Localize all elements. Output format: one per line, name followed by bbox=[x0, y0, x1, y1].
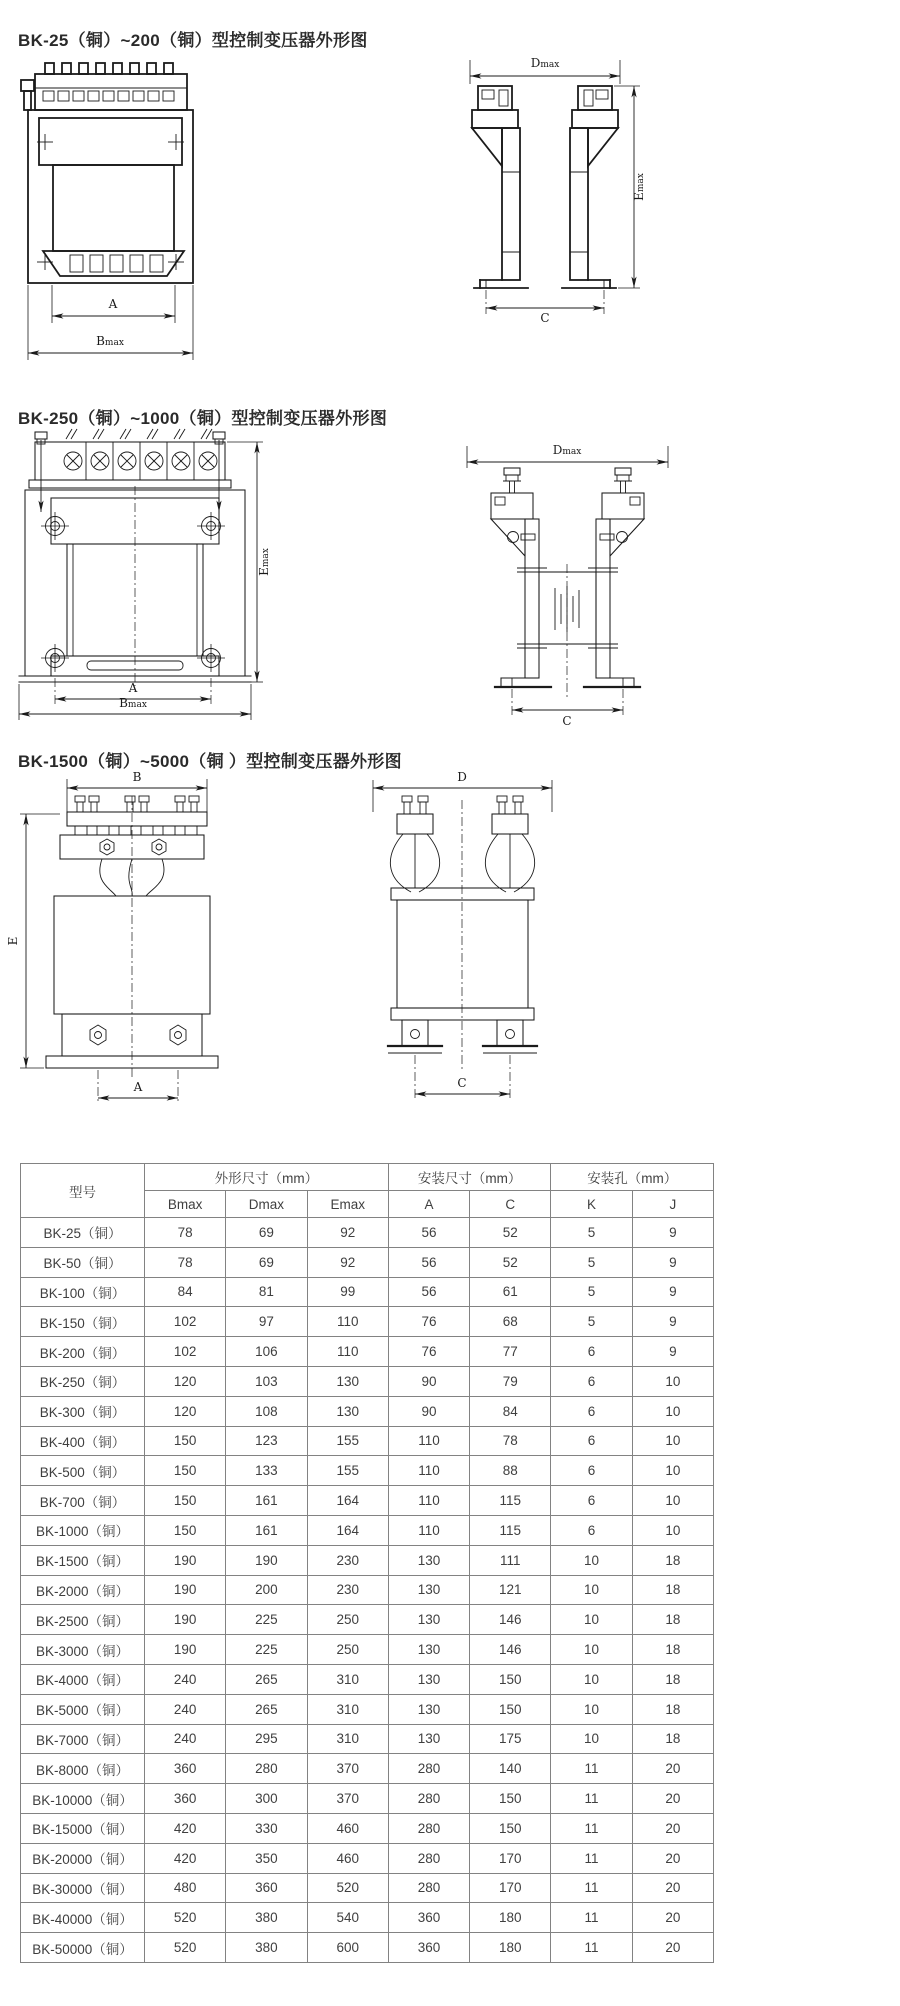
table-row bbox=[21, 1694, 714, 1724]
value-cell: 250 bbox=[307, 1635, 388, 1665]
transformer-body bbox=[19, 440, 251, 686]
section-title-1: BK-25（铜）~200（铜）型控制变压器外形图 bbox=[18, 31, 368, 50]
value-cell: 76 bbox=[388, 1307, 469, 1337]
value-cell: 10 bbox=[551, 1545, 632, 1575]
value-cell: 146 bbox=[470, 1605, 551, 1635]
dim-label-e: E bbox=[6, 936, 20, 946]
table-row bbox=[21, 1366, 714, 1396]
model-cell: BK-50000（铜） bbox=[21, 1933, 145, 1963]
value-cell: 20 bbox=[632, 1843, 713, 1873]
value-cell: 150 bbox=[145, 1456, 226, 1486]
value-cell: 130 bbox=[388, 1605, 469, 1635]
value-cell: 295 bbox=[226, 1724, 307, 1754]
value-cell: 200 bbox=[226, 1575, 307, 1605]
value-cell: 225 bbox=[226, 1635, 307, 1665]
value-cell: 20 bbox=[632, 1873, 713, 1903]
value-cell: 108 bbox=[226, 1396, 307, 1426]
value-cell: 110 bbox=[388, 1486, 469, 1516]
value-cell: 9 bbox=[632, 1337, 713, 1367]
value-cell: 310 bbox=[307, 1724, 388, 1754]
table-row bbox=[21, 1664, 714, 1694]
value-cell: 10 bbox=[632, 1486, 713, 1516]
section-title-2: BK-250（铜）~1000（铜）型控制变压器外形图 bbox=[18, 409, 388, 428]
value-cell: 150 bbox=[145, 1486, 226, 1516]
model-cell: BK-5000（铜） bbox=[21, 1694, 145, 1724]
value-cell: 115 bbox=[470, 1515, 551, 1545]
value-cell: 130 bbox=[388, 1575, 469, 1605]
value-cell: 18 bbox=[632, 1635, 713, 1665]
model-cell: BK-25（铜） bbox=[21, 1218, 145, 1248]
value-cell: 170 bbox=[470, 1843, 551, 1873]
value-cell: 175 bbox=[470, 1724, 551, 1754]
dim-label-a: A bbox=[133, 1080, 143, 1094]
value-cell: 18 bbox=[632, 1575, 713, 1605]
value-cell: 88 bbox=[470, 1456, 551, 1486]
value-cell: 420 bbox=[145, 1813, 226, 1843]
col-header-a: A bbox=[388, 1191, 469, 1218]
model-cell: BK-700（铜） bbox=[21, 1486, 145, 1516]
value-cell: 280 bbox=[388, 1873, 469, 1903]
table-row bbox=[21, 1873, 714, 1903]
side-view-drawing-bk250-1000 bbox=[455, 438, 680, 730]
value-cell: 18 bbox=[632, 1545, 713, 1575]
dim-label-c: C bbox=[457, 1076, 467, 1090]
value-cell: 520 bbox=[307, 1873, 388, 1903]
value-cell: 6 bbox=[551, 1456, 632, 1486]
value-cell: 155 bbox=[307, 1426, 388, 1456]
value-cell: 90 bbox=[388, 1396, 469, 1426]
terminal-block bbox=[21, 63, 187, 110]
dimensions bbox=[373, 770, 552, 812]
value-cell: 102 bbox=[145, 1307, 226, 1337]
value-cell: 370 bbox=[307, 1784, 388, 1814]
value-cell: 280 bbox=[388, 1754, 469, 1784]
value-cell: 52 bbox=[470, 1247, 551, 1277]
value-cell: 6 bbox=[551, 1366, 632, 1396]
value-cell: 5 bbox=[551, 1247, 632, 1277]
value-cell: 480 bbox=[145, 1873, 226, 1903]
value-cell: 520 bbox=[145, 1903, 226, 1933]
value-cell: 9 bbox=[632, 1277, 713, 1307]
value-cell: 68 bbox=[470, 1307, 551, 1337]
model-cell: BK-250（铜） bbox=[21, 1366, 145, 1396]
value-cell: 5 bbox=[551, 1277, 632, 1307]
table-row bbox=[21, 1724, 714, 1754]
table-row bbox=[21, 1515, 714, 1545]
model-cell: BK-150（铜） bbox=[21, 1307, 145, 1337]
col-group-mounting-holes: 安装孔（mm） bbox=[551, 1164, 714, 1191]
value-cell: 460 bbox=[307, 1843, 388, 1873]
value-cell: 20 bbox=[632, 1903, 713, 1933]
value-cell: 6 bbox=[551, 1337, 632, 1367]
model-cell: BK-40000（铜） bbox=[21, 1903, 145, 1933]
front-view-drawing-bk25-200 bbox=[15, 55, 215, 375]
value-cell: 115 bbox=[470, 1486, 551, 1516]
value-cell: 280 bbox=[388, 1843, 469, 1873]
value-cell: 280 bbox=[226, 1754, 307, 1784]
value-cell: 150 bbox=[470, 1694, 551, 1724]
value-cell: 150 bbox=[470, 1813, 551, 1843]
transformer-body bbox=[46, 796, 218, 1080]
value-cell: 90 bbox=[388, 1366, 469, 1396]
model-cell: BK-10000（铜） bbox=[21, 1784, 145, 1814]
value-cell: 164 bbox=[307, 1515, 388, 1545]
value-cell: 78 bbox=[470, 1426, 551, 1456]
dim-label-bmax: Bmax bbox=[119, 696, 147, 710]
value-cell: 103 bbox=[226, 1366, 307, 1396]
table-row bbox=[21, 1843, 714, 1873]
model-cell: BK-2500（铜） bbox=[21, 1605, 145, 1635]
model-cell: BK-300（铜） bbox=[21, 1396, 145, 1426]
value-cell: 77 bbox=[470, 1337, 551, 1367]
value-cell: 10 bbox=[551, 1694, 632, 1724]
value-cell: 420 bbox=[145, 1843, 226, 1873]
value-cell: 380 bbox=[226, 1933, 307, 1963]
value-cell: 146 bbox=[470, 1635, 551, 1665]
table-row bbox=[21, 1218, 714, 1248]
model-cell: BK-100（铜） bbox=[21, 1277, 145, 1307]
table-row bbox=[21, 1277, 714, 1307]
value-cell: 9 bbox=[632, 1247, 713, 1277]
dimension-table bbox=[20, 1163, 714, 1963]
transformer-body bbox=[28, 110, 193, 283]
table-row bbox=[21, 1337, 714, 1367]
value-cell: 180 bbox=[470, 1903, 551, 1933]
value-cell: 240 bbox=[145, 1664, 226, 1694]
value-cell: 78 bbox=[145, 1218, 226, 1248]
value-cell: 92 bbox=[307, 1218, 388, 1248]
value-cell: 230 bbox=[307, 1575, 388, 1605]
table-row bbox=[21, 1486, 714, 1516]
terminal-strip bbox=[29, 429, 231, 488]
col-group-mounting-dims: 安装尺寸（mm） bbox=[388, 1164, 551, 1191]
dim-label-a: A bbox=[128, 681, 138, 695]
dimensions bbox=[486, 86, 646, 325]
value-cell: 380 bbox=[226, 1903, 307, 1933]
table-row bbox=[21, 1545, 714, 1575]
value-cell: 310 bbox=[307, 1694, 388, 1724]
value-cell: 310 bbox=[307, 1664, 388, 1694]
side-view-drawing-bk25-200 bbox=[440, 52, 650, 324]
dimensions bbox=[6, 814, 178, 1104]
value-cell: 11 bbox=[551, 1903, 632, 1933]
value-cell: 155 bbox=[307, 1456, 388, 1486]
dim-label-b: B bbox=[132, 770, 142, 784]
value-cell: 140 bbox=[470, 1754, 551, 1784]
value-cell: 280 bbox=[388, 1784, 469, 1814]
value-cell: 11 bbox=[551, 1784, 632, 1814]
value-cell: 102 bbox=[145, 1337, 226, 1367]
dim-label-dmax: Dmax bbox=[530, 56, 560, 70]
value-cell: 20 bbox=[632, 1754, 713, 1784]
value-cell: 265 bbox=[226, 1664, 307, 1694]
model-cell: BK-20000（铜） bbox=[21, 1843, 145, 1873]
value-cell: 11 bbox=[551, 1813, 632, 1843]
transformer-side-outline bbox=[472, 86, 618, 288]
dim-label-emax: Emax bbox=[257, 548, 271, 576]
model-cell: BK-500（铜） bbox=[21, 1456, 145, 1486]
model-cell: BK-7000（铜） bbox=[21, 1724, 145, 1754]
value-cell: 190 bbox=[145, 1635, 226, 1665]
value-cell: 78 bbox=[145, 1247, 226, 1277]
value-cell: 600 bbox=[307, 1933, 388, 1963]
model-cell: BK-1000（铜） bbox=[21, 1515, 145, 1545]
value-cell: 10 bbox=[551, 1724, 632, 1754]
dimensions bbox=[28, 285, 193, 360]
value-cell: 11 bbox=[551, 1843, 632, 1873]
value-cell: 121 bbox=[470, 1575, 551, 1605]
value-cell: 161 bbox=[226, 1515, 307, 1545]
dimensions bbox=[470, 56, 620, 84]
value-cell: 99 bbox=[307, 1277, 388, 1307]
value-cell: 6 bbox=[551, 1396, 632, 1426]
value-cell: 5 bbox=[551, 1307, 632, 1337]
value-cell: 110 bbox=[388, 1426, 469, 1456]
value-cell: 150 bbox=[145, 1426, 226, 1456]
table-row bbox=[21, 1635, 714, 1665]
value-cell: 10 bbox=[551, 1575, 632, 1605]
value-cell: 123 bbox=[226, 1426, 307, 1456]
dimensions bbox=[19, 442, 271, 720]
value-cell: 79 bbox=[470, 1366, 551, 1396]
table-body bbox=[21, 1218, 714, 1963]
value-cell: 106 bbox=[226, 1337, 307, 1367]
value-cell: 190 bbox=[145, 1605, 226, 1635]
col-header-dmax: Dmax bbox=[226, 1191, 307, 1218]
table-row bbox=[21, 1903, 714, 1933]
model-cell: BK-3000（铜） bbox=[21, 1635, 145, 1665]
value-cell: 6 bbox=[551, 1486, 632, 1516]
value-cell: 9 bbox=[632, 1307, 713, 1337]
value-cell: 190 bbox=[145, 1575, 226, 1605]
dimensions bbox=[415, 1055, 510, 1100]
dimensions bbox=[467, 443, 668, 468]
value-cell: 540 bbox=[307, 1903, 388, 1933]
value-cell: 360 bbox=[145, 1784, 226, 1814]
col-header-bmax: Bmax bbox=[145, 1191, 226, 1218]
col-header-c: C bbox=[470, 1191, 551, 1218]
front-view-drawing-bk1500-5000 bbox=[6, 770, 255, 1142]
value-cell: 360 bbox=[388, 1903, 469, 1933]
value-cell: 240 bbox=[145, 1724, 226, 1754]
value-cell: 10 bbox=[632, 1426, 713, 1456]
dim-label-d: D bbox=[457, 770, 467, 784]
value-cell: 170 bbox=[470, 1873, 551, 1903]
col-header-model: 型号 bbox=[21, 1164, 145, 1218]
value-cell: 280 bbox=[388, 1813, 469, 1843]
value-cell: 10 bbox=[632, 1366, 713, 1396]
dimensions bbox=[512, 689, 623, 728]
value-cell: 84 bbox=[145, 1277, 226, 1307]
dim-label-a: A bbox=[108, 297, 118, 311]
value-cell: 350 bbox=[226, 1843, 307, 1873]
value-cell: 61 bbox=[470, 1277, 551, 1307]
model-cell: BK-4000（铜） bbox=[21, 1664, 145, 1694]
value-cell: 161 bbox=[226, 1486, 307, 1516]
table-row bbox=[21, 1605, 714, 1635]
transformer-side-outline bbox=[388, 796, 537, 1070]
value-cell: 130 bbox=[307, 1396, 388, 1426]
value-cell: 76 bbox=[388, 1337, 469, 1367]
col-group-outline-dims: 外形尺寸（mm） bbox=[145, 1164, 389, 1191]
value-cell: 360 bbox=[145, 1754, 226, 1784]
value-cell: 360 bbox=[388, 1933, 469, 1963]
value-cell: 18 bbox=[632, 1694, 713, 1724]
transformer-side-outline bbox=[491, 468, 644, 700]
value-cell: 111 bbox=[470, 1545, 551, 1575]
value-cell: 150 bbox=[470, 1784, 551, 1814]
value-cell: 130 bbox=[388, 1635, 469, 1665]
dimensions bbox=[67, 770, 207, 814]
value-cell: 120 bbox=[145, 1396, 226, 1426]
col-header-emax: Emax bbox=[307, 1191, 388, 1218]
value-cell: 18 bbox=[632, 1664, 713, 1694]
value-cell: 56 bbox=[388, 1277, 469, 1307]
table-row bbox=[21, 1456, 714, 1486]
value-cell: 225 bbox=[226, 1605, 307, 1635]
table-row bbox=[21, 1933, 714, 1963]
value-cell: 20 bbox=[632, 1813, 713, 1843]
value-cell: 20 bbox=[632, 1933, 713, 1963]
value-cell: 10 bbox=[551, 1664, 632, 1694]
dim-label-bmax: Bmax bbox=[96, 334, 124, 348]
value-cell: 180 bbox=[470, 1933, 551, 1963]
value-cell: 190 bbox=[145, 1545, 226, 1575]
model-cell: BK-1500（铜） bbox=[21, 1545, 145, 1575]
dim-label-c: C bbox=[540, 311, 550, 325]
value-cell: 11 bbox=[551, 1754, 632, 1784]
side-view-drawing-bk1500-5000 bbox=[355, 770, 570, 1142]
value-cell: 56 bbox=[388, 1218, 469, 1248]
value-cell: 164 bbox=[307, 1486, 388, 1516]
model-cell: BK-15000（铜） bbox=[21, 1813, 145, 1843]
model-cell: BK-8000（铜） bbox=[21, 1754, 145, 1784]
table-row bbox=[21, 1575, 714, 1605]
value-cell: 69 bbox=[226, 1218, 307, 1248]
value-cell: 250 bbox=[307, 1605, 388, 1635]
value-cell: 130 bbox=[388, 1694, 469, 1724]
table-row bbox=[21, 1754, 714, 1784]
value-cell: 10 bbox=[632, 1396, 713, 1426]
value-cell: 120 bbox=[145, 1366, 226, 1396]
value-cell: 240 bbox=[145, 1694, 226, 1724]
value-cell: 130 bbox=[307, 1366, 388, 1396]
value-cell: 130 bbox=[388, 1545, 469, 1575]
model-cell: BK-2000（铜） bbox=[21, 1575, 145, 1605]
value-cell: 110 bbox=[307, 1337, 388, 1367]
value-cell: 230 bbox=[307, 1545, 388, 1575]
col-header-j: J bbox=[632, 1191, 713, 1218]
dim-label-c: C bbox=[562, 714, 572, 728]
value-cell: 370 bbox=[307, 1754, 388, 1784]
value-cell: 190 bbox=[226, 1545, 307, 1575]
value-cell: 330 bbox=[226, 1813, 307, 1843]
table-row bbox=[21, 1426, 714, 1456]
value-cell: 360 bbox=[226, 1873, 307, 1903]
value-cell: 97 bbox=[226, 1307, 307, 1337]
value-cell: 520 bbox=[145, 1933, 226, 1963]
value-cell: 110 bbox=[307, 1307, 388, 1337]
value-cell: 10 bbox=[551, 1605, 632, 1635]
value-cell: 130 bbox=[388, 1664, 469, 1694]
table-row bbox=[21, 1307, 714, 1337]
value-cell: 6 bbox=[551, 1515, 632, 1545]
table-row bbox=[21, 1813, 714, 1843]
dim-label-dmax: Dmax bbox=[552, 443, 582, 457]
model-cell: BK-50（铜） bbox=[21, 1247, 145, 1277]
value-cell: 110 bbox=[388, 1515, 469, 1545]
front-view-drawing-bk250-1000 bbox=[15, 428, 277, 728]
model-cell: BK-30000（铜） bbox=[21, 1873, 145, 1903]
value-cell: 18 bbox=[632, 1724, 713, 1754]
table-row bbox=[21, 1784, 714, 1814]
value-cell: 265 bbox=[226, 1694, 307, 1724]
value-cell: 10 bbox=[632, 1515, 713, 1545]
table-row bbox=[21, 1247, 714, 1277]
value-cell: 150 bbox=[145, 1515, 226, 1545]
value-cell: 5 bbox=[551, 1218, 632, 1248]
value-cell: 20 bbox=[632, 1784, 713, 1814]
value-cell: 110 bbox=[388, 1456, 469, 1486]
value-cell: 6 bbox=[551, 1426, 632, 1456]
value-cell: 81 bbox=[226, 1277, 307, 1307]
value-cell: 18 bbox=[632, 1605, 713, 1635]
value-cell: 92 bbox=[307, 1247, 388, 1277]
value-cell: 10 bbox=[632, 1456, 713, 1486]
section-title-3: BK-1500（铜）~5000（铜 ）型控制变压器外形图 bbox=[18, 752, 402, 771]
value-cell: 150 bbox=[470, 1664, 551, 1694]
model-cell: BK-200（铜） bbox=[21, 1337, 145, 1367]
value-cell: 460 bbox=[307, 1813, 388, 1843]
value-cell: 130 bbox=[388, 1724, 469, 1754]
value-cell: 10 bbox=[551, 1635, 632, 1665]
model-cell: BK-400（铜） bbox=[21, 1426, 145, 1456]
table-row bbox=[21, 1396, 714, 1426]
value-cell: 84 bbox=[470, 1396, 551, 1426]
value-cell: 9 bbox=[632, 1218, 713, 1248]
value-cell: 133 bbox=[226, 1456, 307, 1486]
value-cell: 11 bbox=[551, 1933, 632, 1963]
value-cell: 52 bbox=[470, 1218, 551, 1248]
value-cell: 69 bbox=[226, 1247, 307, 1277]
col-header-k: K bbox=[551, 1191, 632, 1218]
value-cell: 300 bbox=[226, 1784, 307, 1814]
dim-label-emax: Emax bbox=[632, 173, 646, 201]
value-cell: 11 bbox=[551, 1873, 632, 1903]
value-cell: 56 bbox=[388, 1247, 469, 1277]
